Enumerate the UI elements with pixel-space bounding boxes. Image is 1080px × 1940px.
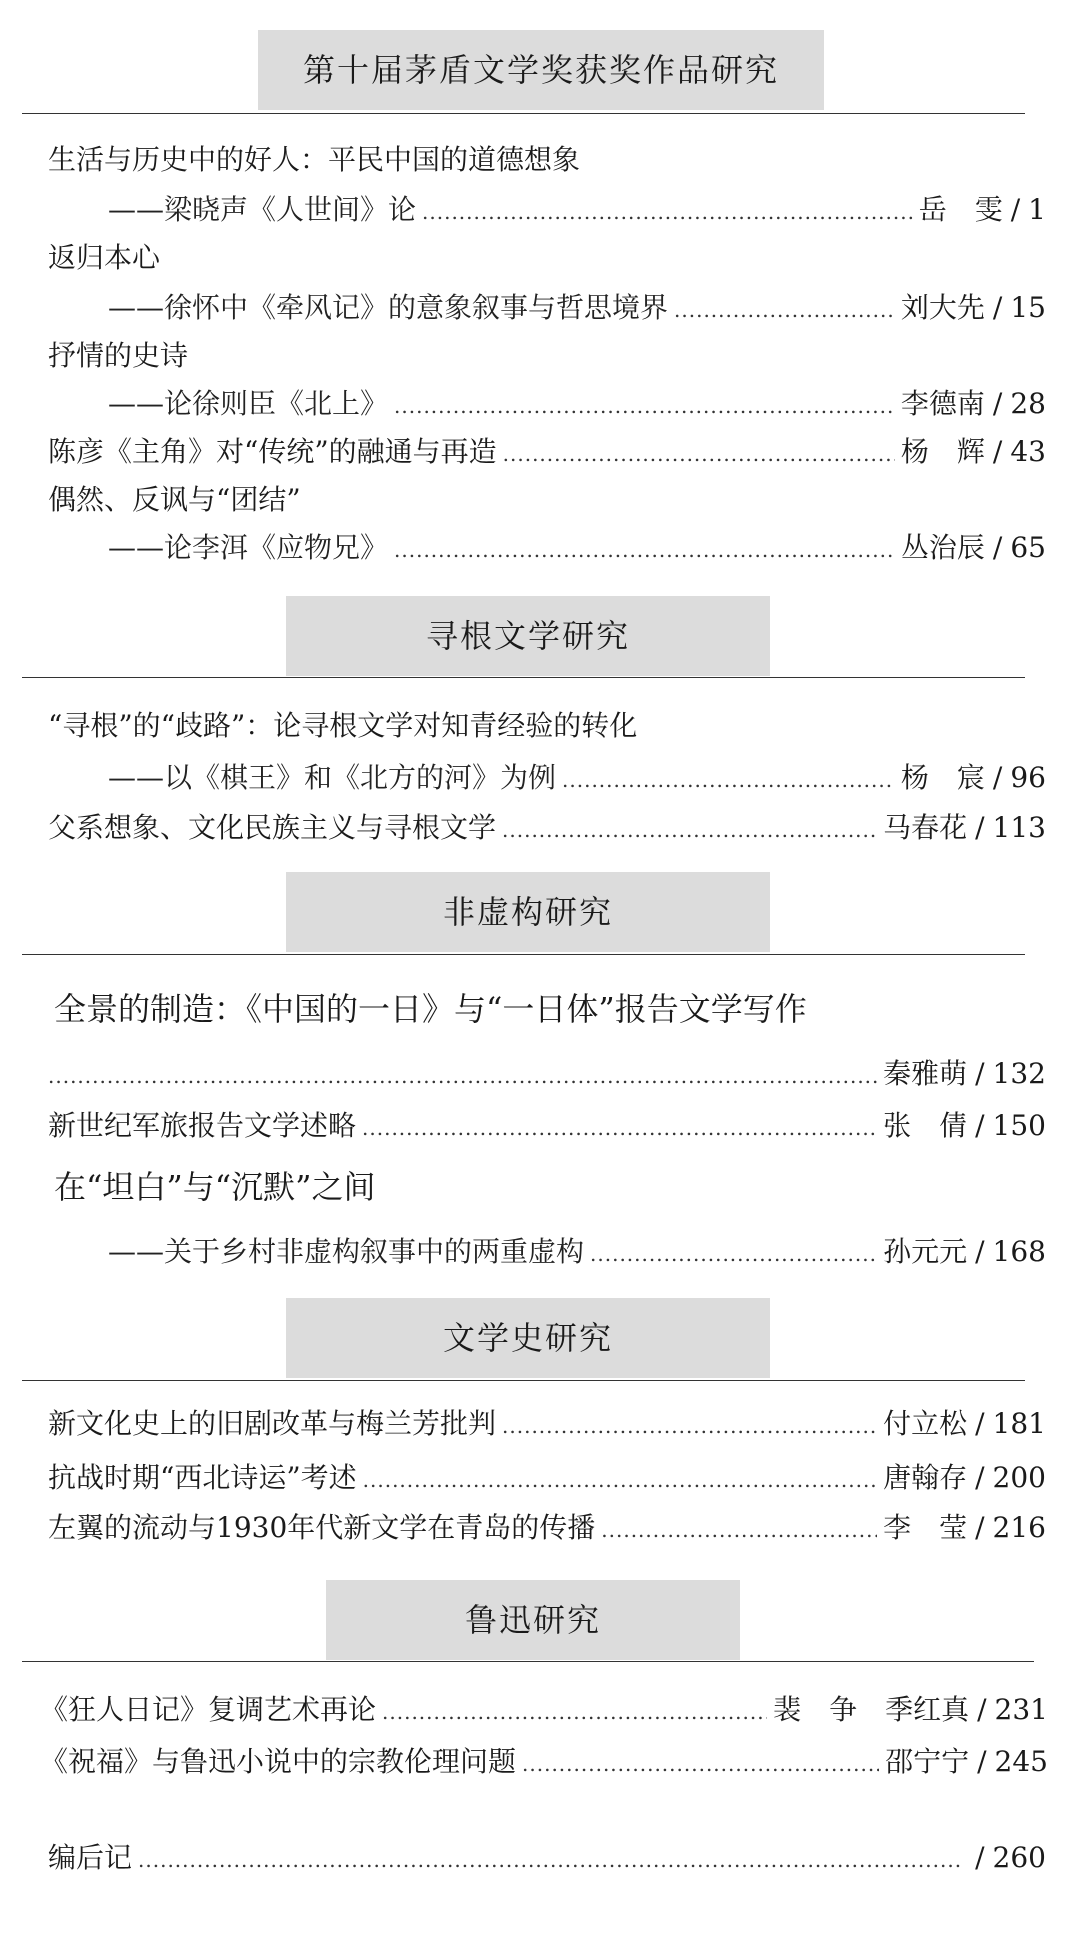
- entry-author: 李 莹: [883, 1511, 968, 1544]
- entry-page: 260: [992, 1841, 1046, 1874]
- page-separator: /: [975, 1057, 985, 1090]
- entry-subtitle: ——论徐则臣《北上》: [108, 387, 389, 420]
- entry-author: 裴 争 季红真: [773, 1693, 970, 1726]
- entry-title: 陈彦《主角》对“传统”的融通与再造: [48, 435, 497, 468]
- page-separator: /: [977, 1745, 987, 1778]
- page-separator: /: [992, 387, 1003, 420]
- page-separator: /: [975, 1109, 985, 1142]
- leader-dots: [590, 1242, 877, 1266]
- leader-dots: [394, 394, 895, 418]
- entry-page: 1: [1028, 193, 1046, 226]
- entry-title: 在“坦白”与“沉默”之间: [54, 1168, 376, 1206]
- entry-author: 李德南: [900, 387, 985, 420]
- toc-entry[interactable]: [48, 1836, 1046, 1876]
- entry-author: 邵宁宁: [885, 1745, 970, 1778]
- entry-author: 马春花: [883, 811, 968, 844]
- toc-entry[interactable]: [48, 1402, 1046, 1442]
- section-rule: [22, 113, 1025, 114]
- leader-dots: [674, 298, 895, 322]
- section-rule: [22, 1380, 1025, 1381]
- page-separator: /: [992, 531, 1003, 564]
- leader-dots: [138, 1848, 961, 1872]
- toc-entry[interactable]: [48, 1052, 1046, 1092]
- page-separator: /: [975, 1235, 985, 1268]
- page-separator: /: [975, 1841, 985, 1874]
- entry-title: 编后记: [48, 1841, 133, 1874]
- page-separator: /: [975, 811, 985, 844]
- leader-dots: [601, 1518, 877, 1542]
- entry-author: 岳 雯: [918, 193, 1003, 226]
- toc-entry[interactable]: [48, 1506, 1046, 1546]
- entry-author: 唐翰存: [883, 1461, 968, 1494]
- entry-title: 左翼的流动与1930年代新文学在青岛的传播: [48, 1511, 596, 1544]
- page-separator: /: [992, 435, 1003, 468]
- section-heading: 文学史研究: [286, 1298, 770, 1378]
- section-heading: 寻根文学研究: [286, 596, 770, 676]
- entry-title: 抗战时期“西北诗运”考述: [48, 1461, 357, 1494]
- entry-page: 168: [992, 1235, 1046, 1268]
- toc-entry[interactable]: [48, 382, 1046, 422]
- leader-dots: [362, 1116, 877, 1140]
- page-separator: /: [992, 291, 1003, 324]
- entry-author: 付立松: [883, 1407, 968, 1440]
- page-separator: /: [992, 761, 1003, 794]
- entry-title: 新世纪军旅报告文学述略: [48, 1109, 357, 1142]
- entry-subtitle: ——梁晓声《人世间》论: [108, 193, 417, 226]
- toc-entry[interactable]: [40, 1740, 1048, 1780]
- entry-author: 秦雅萌: [883, 1057, 968, 1090]
- leader-dots: [382, 1700, 767, 1724]
- entry-title: 返归本心: [48, 241, 161, 274]
- leader-dots: [522, 1752, 879, 1776]
- toc-entry[interactable]: [40, 1688, 1048, 1728]
- section-heading: 鲁迅研究: [326, 1580, 740, 1660]
- entry-author: 杨 宸: [900, 761, 985, 794]
- leader-dots: [502, 1414, 877, 1438]
- entry-subtitle: ——徐怀中《牵风记》的意象叙事与哲思境界: [108, 291, 669, 324]
- leader-dots: [394, 538, 895, 562]
- entry-page: 96: [1010, 761, 1046, 794]
- entry-title: 生活与历史中的好人：平民中国的道德想象: [48, 143, 581, 176]
- entry-subtitle: ——关于乡村非虚构叙事中的两重虚构: [108, 1235, 585, 1268]
- entry-author: 杨 辉: [900, 435, 985, 468]
- leader-dots: [562, 768, 895, 792]
- section-rule: [22, 954, 1025, 955]
- toc-entry[interactable]: [48, 1230, 1046, 1270]
- entry-page: 231: [994, 1693, 1048, 1726]
- toc-entry[interactable]: [48, 806, 1046, 846]
- entry-page: 200: [992, 1461, 1046, 1494]
- toc-entry[interactable]: [48, 188, 1046, 228]
- entry-page: 132: [992, 1057, 1046, 1090]
- page-separator: /: [975, 1407, 985, 1440]
- entry-title: 抒情的史诗: [48, 339, 189, 372]
- entry-page: 43: [1010, 435, 1046, 468]
- toc-entry[interactable]: [48, 1456, 1046, 1496]
- section-rule: [22, 1661, 1034, 1662]
- entry-page: 245: [994, 1745, 1048, 1778]
- entry-page: 15: [1010, 291, 1046, 324]
- page-separator: /: [977, 1693, 987, 1726]
- entry-page: 28: [1010, 387, 1046, 420]
- section-rule: [22, 677, 1025, 678]
- entry-title: 父系想象、文化民族主义与寻根文学: [48, 811, 497, 844]
- entry-page: 65: [1010, 531, 1046, 564]
- entry-title: 《祝福》与鲁迅小说中的宗教伦理问题: [40, 1745, 517, 1778]
- toc-entry[interactable]: [48, 756, 1046, 796]
- page-separator: /: [975, 1461, 985, 1494]
- entry-author: 张 倩: [883, 1109, 968, 1142]
- entry-author: 孙元元: [883, 1235, 968, 1268]
- entry-page: 150: [992, 1109, 1046, 1142]
- entry-author: 丛治辰: [900, 531, 985, 564]
- entry-author: 刘大先: [900, 291, 985, 324]
- entry-title: 偶然、反讽与“团结”: [48, 483, 301, 516]
- entry-subtitle: ——论李洱《应物兄》: [108, 531, 389, 564]
- section-heading: 第十届茅盾文学奖获奖作品研究: [258, 30, 824, 110]
- entry-title: 《狂人日记》复调艺术再论: [40, 1693, 377, 1726]
- leader-dots: [48, 1064, 877, 1088]
- entry-page: 181: [992, 1407, 1046, 1440]
- leader-dots: [363, 1468, 877, 1492]
- leader-dots: [422, 200, 913, 224]
- leader-dots: [503, 442, 895, 466]
- entry-subtitle: ——以《棋王》和《北方的河》为例: [108, 761, 557, 794]
- leader-dots: [502, 818, 877, 842]
- section-heading: 非虚构研究: [286, 872, 770, 952]
- toc-entry[interactable]: [48, 526, 1046, 566]
- entry-page: 216: [992, 1511, 1046, 1544]
- toc-entry[interactable]: [48, 286, 1046, 326]
- page-separator: /: [1010, 193, 1021, 226]
- toc-entry[interactable]: [48, 1104, 1046, 1144]
- toc-entry[interactable]: [48, 430, 1046, 470]
- entry-page: 113: [992, 811, 1046, 844]
- entry-title: 新文化史上的旧剧改革与梅兰芳批判: [48, 1407, 497, 1440]
- entry-title: “寻根”的“歧路”：论寻根文学对知青经验的转化: [48, 709, 638, 742]
- entry-title: 全景的制造：《中国的一日》与“一日体”报告文学写作: [54, 990, 807, 1028]
- page-separator: /: [975, 1511, 985, 1544]
